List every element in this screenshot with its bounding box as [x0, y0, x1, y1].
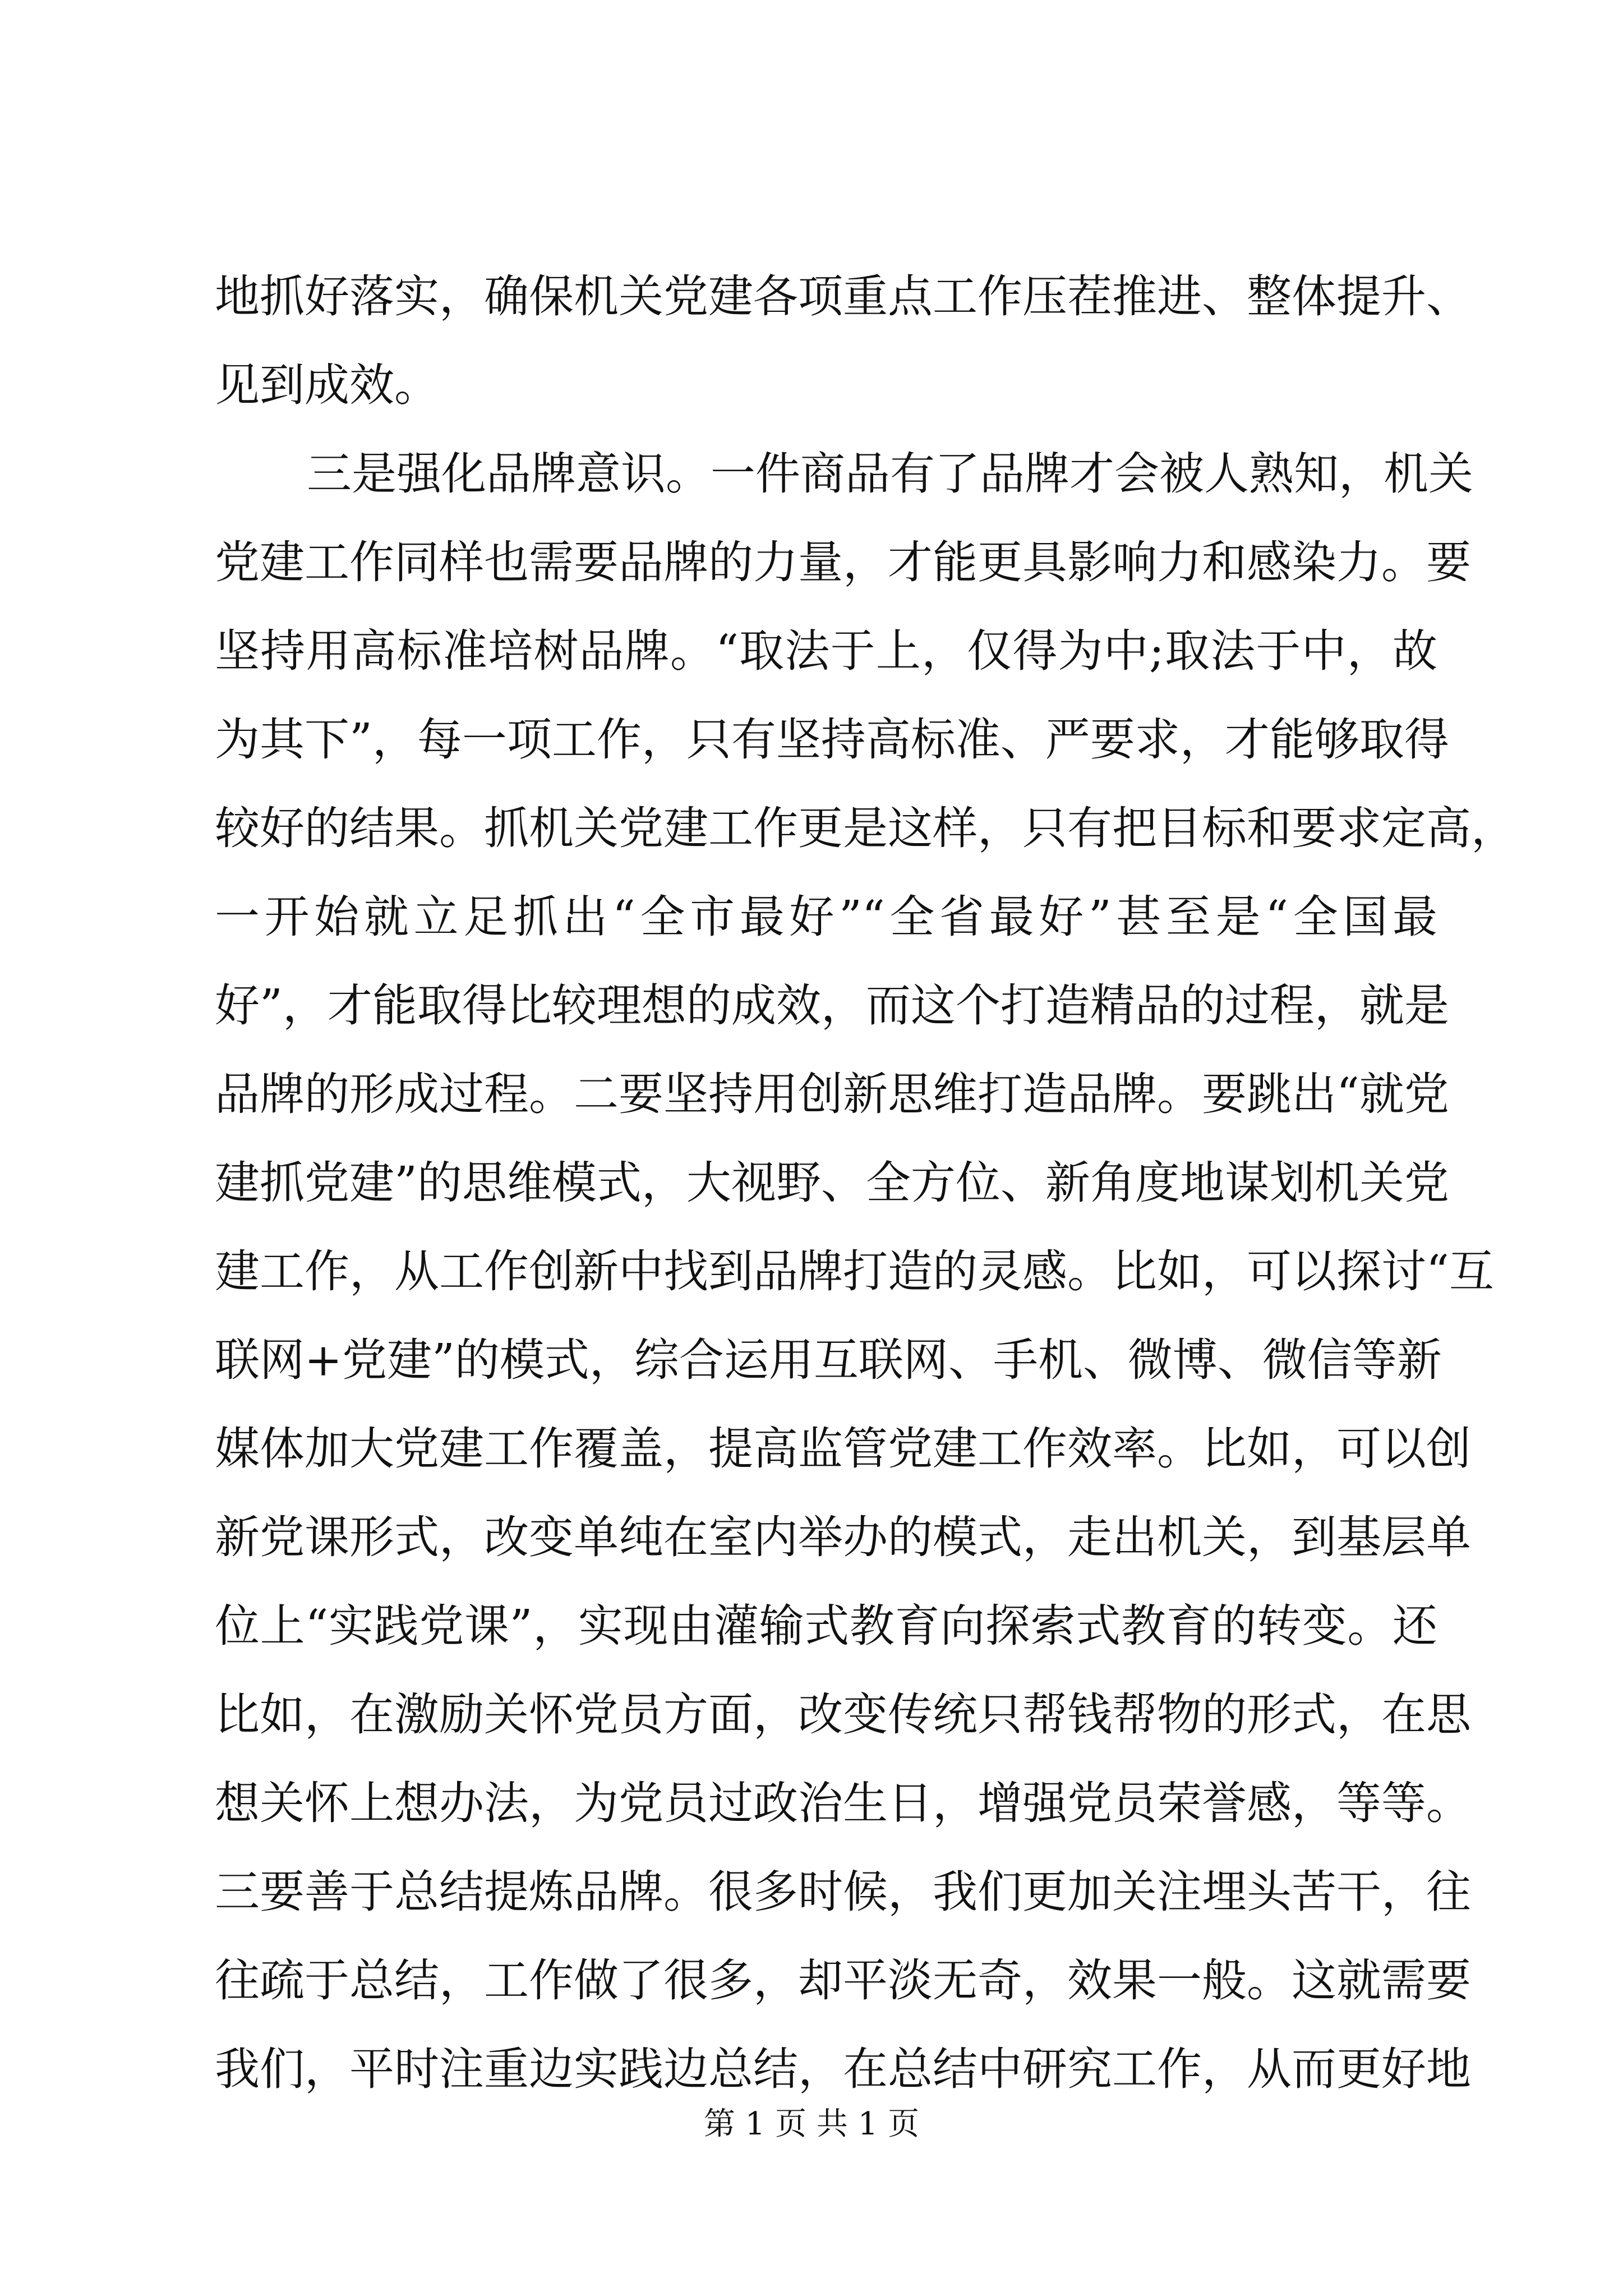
page-number-footer: 第 1 页 共 1 页 — [703, 2106, 920, 2142]
text-line: 往疏于总结，工作做了很多，却平淡无奇，效果一般。这就需要 — [215, 1954, 1471, 2007]
text-line: 一开始就立足抓出“全市最好”“全省最好”甚至是“全国最 — [215, 891, 1437, 943]
text-line: 想关怀上想办法，为党员过政治生日，增强党员荣誉感，等等。 — [215, 1777, 1471, 1829]
text-line: 建抓党建”的思维模式，大视野、全方位、新角度地谋划机关党 — [215, 1157, 1449, 1209]
text-line: 地抓好落实，确保机关党建各项重点工作压茬推进、整体提升、 — [215, 270, 1471, 323]
body-text — [215, 252, 1516, 2114]
text-line: 较好的结果。抓机关党建工作更是这样，只有把目标和要求定高， — [215, 802, 1516, 854]
text-line: 坚持用高标准培树品牌。“取法于上，仅得为中;取法于中，故 — [215, 625, 1437, 677]
text-line: 三要善于总结提炼品牌。很多时候，我们更加关注埋头苦干，往 — [215, 1866, 1471, 1918]
text-line: 党建工作同样也需要品牌的力量，才能更具影响力和感染力。要 — [215, 536, 1471, 588]
text-line: 见到成效。 — [215, 359, 439, 411]
text-line: 新党课形式，改变单纯在室内举办的模式，走出机关，到基层单 — [215, 1511, 1471, 1563]
text-line: 媒体加大党建工作覆盖，提高监管党建工作效率。比如，可以创 — [215, 1423, 1471, 1475]
text-line: 建工作，从工作创新中找到品牌打造的灵感。比如，可以探讨“互 — [215, 1245, 1494, 1297]
text-line: 品牌的形成过程。二要坚持用创新思维打造品牌。要跳出“就党 — [215, 1068, 1449, 1120]
paragraph-start-line: 三是强化品牌意识。一件商品有了品牌才会被人熟知，机关 — [307, 448, 1473, 500]
text-line: 好”，才能取得比较理想的成效，而这个打造精品的过程，就是 — [215, 979, 1449, 1032]
text-line: 为其下”，每一项工作，只有坚持高标准、严要求，才能够取得 — [215, 714, 1449, 766]
text-line: 联网+党建”的模式，综合运用互联网、手机、微博、微信等新 — [215, 1334, 1442, 1386]
text-line: 比如，在激励关怀党员方面，改变传统只帮钱帮物的形式，在思 — [215, 1688, 1471, 1741]
text-line: 我们，平时注重边实践边总结，在总结中研究工作，从而更好地 — [215, 2043, 1471, 2095]
text-line: 位上“实践党课”，实现由灌输式教育向探索式教育的转变。还 — [215, 1600, 1437, 1652]
